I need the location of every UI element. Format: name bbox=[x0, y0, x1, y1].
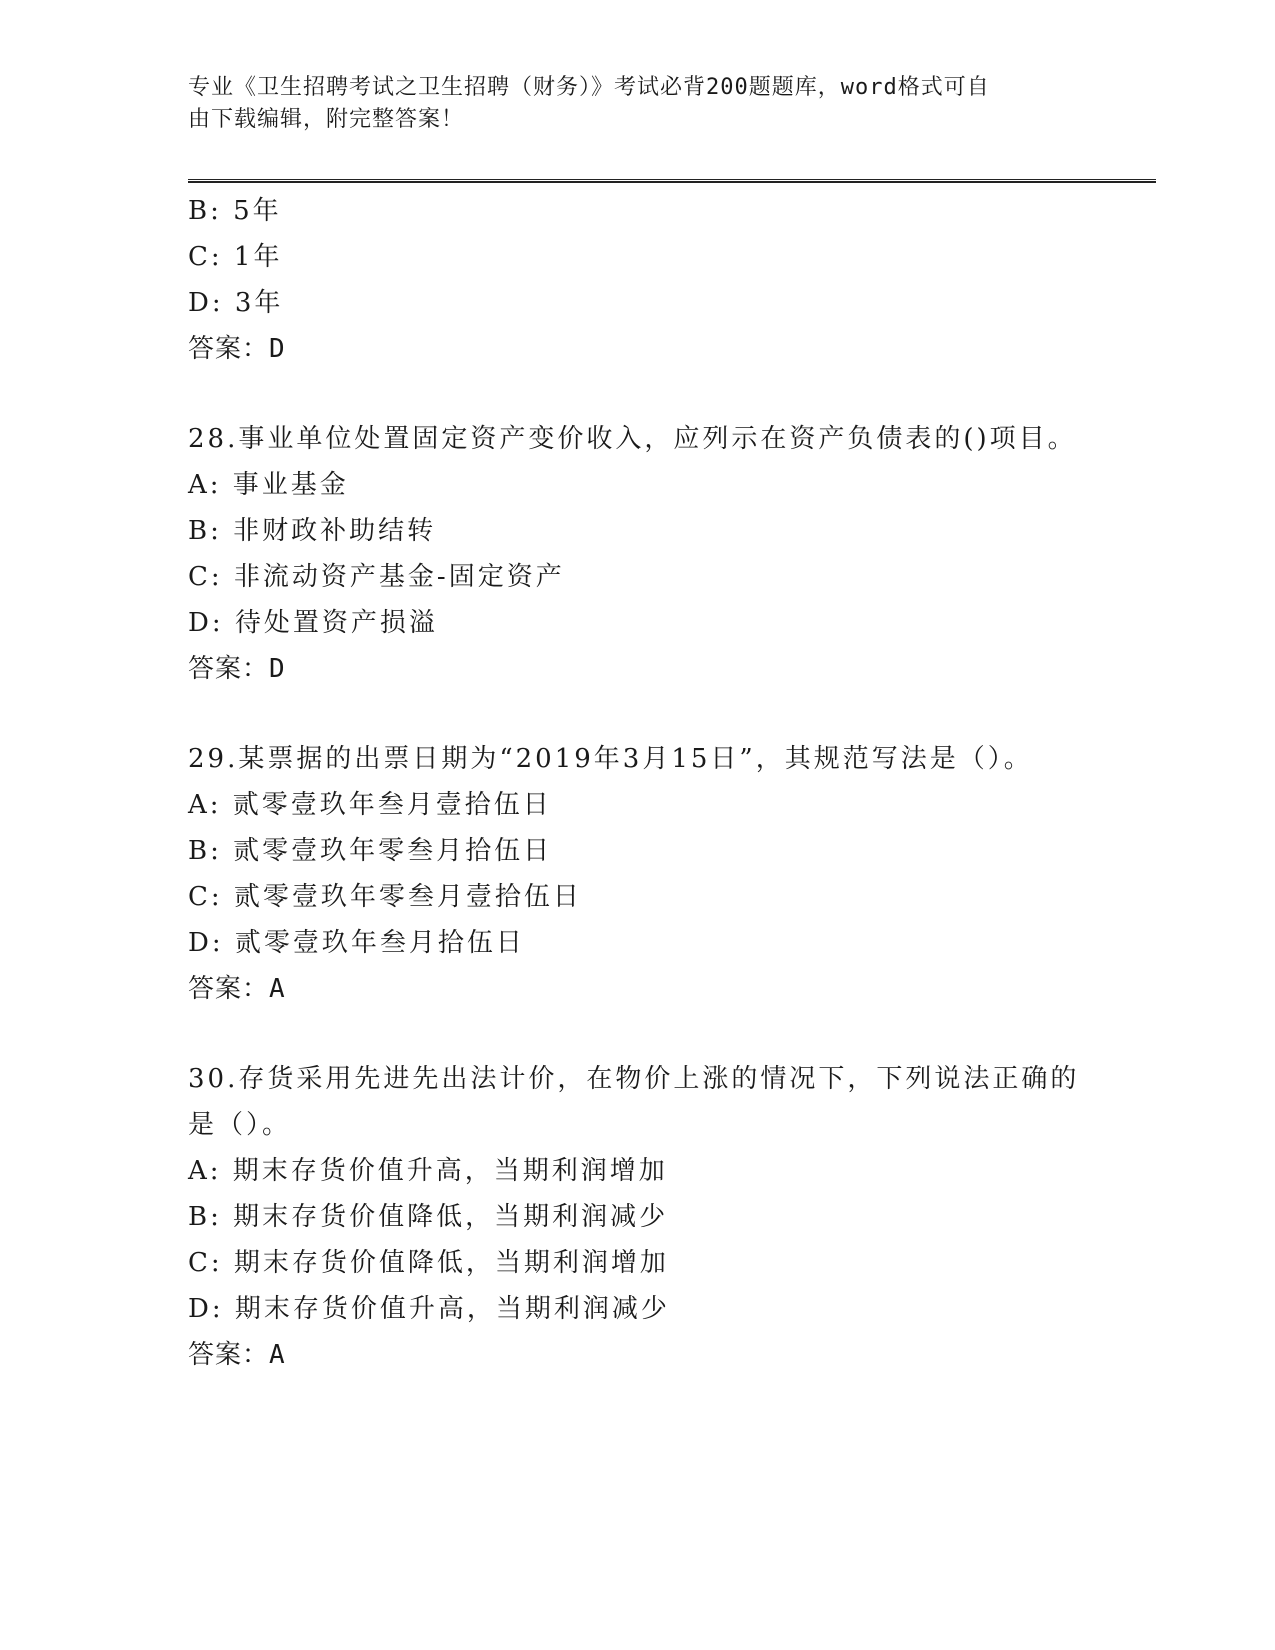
option-b: B: 5年 bbox=[188, 196, 282, 226]
question-list bbox=[188, 188, 1088, 1378]
answer-line bbox=[188, 1332, 1088, 1378]
option-c: C: 贰零壹玖年零叁月壹拾伍日 bbox=[188, 882, 582, 912]
option-a: A: 事业基金 bbox=[188, 470, 349, 500]
header-divider bbox=[188, 179, 1156, 183]
option-b: B: 非财政补助结转 bbox=[188, 516, 437, 546]
answer-label: 答案： bbox=[188, 1340, 270, 1370]
document-header bbox=[188, 72, 1068, 136]
option-d: D: 期末存货价值升高，当期利润减少 bbox=[188, 1294, 670, 1324]
spacer bbox=[188, 372, 1088, 416]
answer-line bbox=[188, 326, 1088, 372]
header-title-line-2: 由下载编辑，附完整答案！ bbox=[188, 107, 465, 132]
answer-label: 答案： bbox=[188, 334, 270, 364]
option-d: D: 3年 bbox=[188, 288, 284, 318]
option-d: D: 贰零壹玖年叁月拾伍日 bbox=[188, 928, 525, 958]
answer-label: 答案： bbox=[188, 654, 270, 684]
question-29 bbox=[188, 736, 1088, 1012]
question-stem: 29.某票据的出票日期为“2019年3月15日”，其规范写法是（）。 bbox=[188, 744, 1033, 774]
option-c: C: 非流动资产基金-固定资产 bbox=[188, 562, 565, 592]
question-28 bbox=[188, 416, 1088, 692]
answer-line bbox=[188, 966, 1088, 1012]
answer-value: D bbox=[269, 654, 286, 684]
question-stem-line-1: 30.存货采用先进先出法计价，在物价上涨的情况下，下列说法正确的 bbox=[188, 1064, 1080, 1094]
question-30 bbox=[188, 1056, 1088, 1378]
answer-value: A bbox=[269, 974, 286, 1004]
option-a: A: 贰零壹玖年叁月壹拾伍日 bbox=[188, 790, 552, 820]
header-title-line-1: 专业《卫生招聘考试之卫生招聘（财务）》考试必背200题题库，word格式可自 bbox=[188, 75, 990, 100]
question-stem: 28.事业单位处置固定资产变价收入，应列示在资产负债表的()项目。 bbox=[188, 424, 1077, 454]
option-c: C: 1年 bbox=[188, 242, 283, 272]
option-b: B: 贰零壹玖年零叁月拾伍日 bbox=[188, 836, 553, 866]
option-b: B: 期末存货价值降低，当期利润减少 bbox=[188, 1202, 669, 1232]
answer-value: A bbox=[269, 1340, 286, 1370]
question-27-tail bbox=[188, 188, 1088, 372]
option-a: A: 期末存货价值升高，当期利润增加 bbox=[188, 1156, 668, 1186]
answer-value: D bbox=[269, 334, 286, 364]
option-c: C: 期末存货价值降低，当期利润增加 bbox=[188, 1248, 669, 1278]
answer-line bbox=[188, 646, 1088, 692]
question-stem-line-2: 是（）。 bbox=[188, 1110, 292, 1140]
answer-label: 答案： bbox=[188, 974, 270, 1004]
spacer bbox=[188, 1012, 1088, 1056]
option-d: D: 待处置资产损溢 bbox=[188, 608, 438, 638]
spacer bbox=[188, 692, 1088, 736]
